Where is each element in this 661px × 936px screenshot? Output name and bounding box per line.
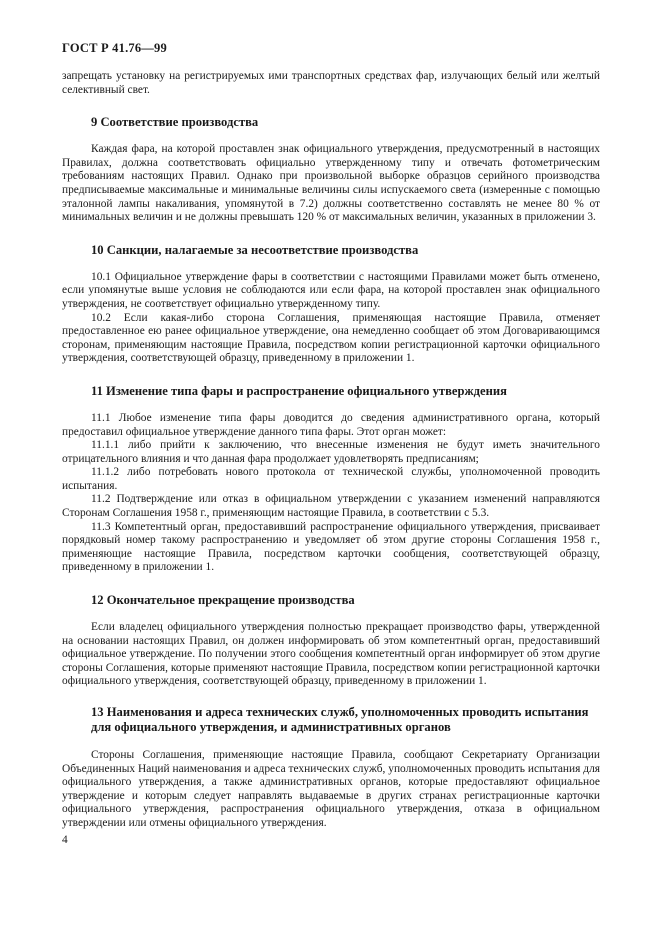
section-11-1-paragraph: 11.1 Любое изменение типа фары доводится до сведения административного органа, который предоставил официальное утверждение данного типа фары. Этот орган может: [62,411,600,438]
page-number: 4 [62,834,68,846]
section-12-title: 12 Окончательное прекращение производства [91,593,355,608]
document-header: ГОСТ Р 41.76—99 [62,41,167,55]
section-11-title: 11 Изменение типа фары и распространение официального утверждения [91,383,507,398]
section-9-paragraph: Каждая фара, на которой проставлен знак официального утверждения, предусмотренный в настоящих Правилах, должна соответствовать официально утвержденному типу и отвечать фотометрическим требованиям настоящих Правил. Однако при произвольной выборке образцов серийного производства предписываемые максимальные и минимальные величины силы испускаемого света (измеренные с помощью эталонной лампы накаливания, упомянутой в 7.2) должны соответственно составлять не менее 80 % от минимальных величин и не должны превышать 120 % от максимальных величин, указанных в приложении 3. [62,143,600,224]
document-body [62,70,600,831]
section-10-1-paragraph: 10.1 Официальное утверждение фары в соответствии с настоящими Правилами может быть отменено, если упомянутые выше условия не соблюдаются или если фара, на которой проставлен знак официального утверждения, не соответствует официально утвержденному типу. [62,270,600,310]
section-10-title: 10 Санкции, налагаемые за несоответствие производства [91,242,419,257]
section-13-title: 13 Наименования и адреса технических служб, уполномоченных проводить испытания для официального утверждения, и административных органов [91,705,589,734]
section-10-2-paragraph: 10.2 Если какая-либо сторона Соглашения, применяющая настоящие Правила, отменяет предоставленное ею ранее официальное утверждение, она немедленно сообщает об этом Договаривающимся сторонам, применяющим настоящие Правила, посредством копии регистрационной карточки официального утверждения, соответствующей образцу, приведенному в приложении 1. [62,311,600,365]
section-11-1-1-paragraph: 11.1.1 либо прийти к заключению, что внесенные изменения не будут иметь значительного отрицательного влияния и что данная фара продолжает удовлетворять предписаниям; [62,439,600,465]
intro-paragraph: запрещать установку на регистрируемых ими транспортных средствах фар, излучающих белый или желтый селективный свет. [62,70,600,96]
section-11-1-2-paragraph: 11.1.2 либо потребовать нового протокола от технической службы, уполномоченной проводить испытания. [62,466,600,492]
section-12-paragraph: Если владелец официального утверждения полностью прекращает производство фары, утвержденной на основании настоящих Правил, он должен информировать об этом компетентный орган, предоставивший официальное утверждение. По получении этого сообщения компетентный орган информирует об этом другие стороны Соглашения, которые применяют настоящие Правила, посредством копии регистрационной карточки официального утверждения, соответствующей образцу, приведенному в приложении 1. [62,621,600,688]
section-13-paragraph: Стороны Соглашения, применяющие настоящие Правила, сообщают Секретариату Организации Объединенных Наций наименования и адреса технических служб, уполномоченных проводить испытания для официального утверждения, а также административных органов, которые предоставляют официальное утверждение и которым следует направлять выдаваемые в других странах регистрационные карточки официального утверждения, распространения официального утверждения, отказа в официальном утверждении или отмены официального утверждения. [62,749,600,829]
section-11-3-paragraph: 11.3 Компетентный орган, предоставивший распространение официального утверждения, присваивает порядковый номер такому распространению и уведомляет об этом другие стороны Соглашения 1958 г., применяющие настоящие Правила, посредством карточки сообщения, соответствующей образцу, приведенному в приложении 1. [62,520,600,574]
section-9-title: 9 Соответствие производства [91,115,259,130]
section-11-2-paragraph: 11.2 Подтверждение или отказ в официальном утверждении с указанием изменений направляются Сторонам Соглашения 1958 г., применяющим настоящие Правила, в соответствии с 5.3. [62,493,600,520]
